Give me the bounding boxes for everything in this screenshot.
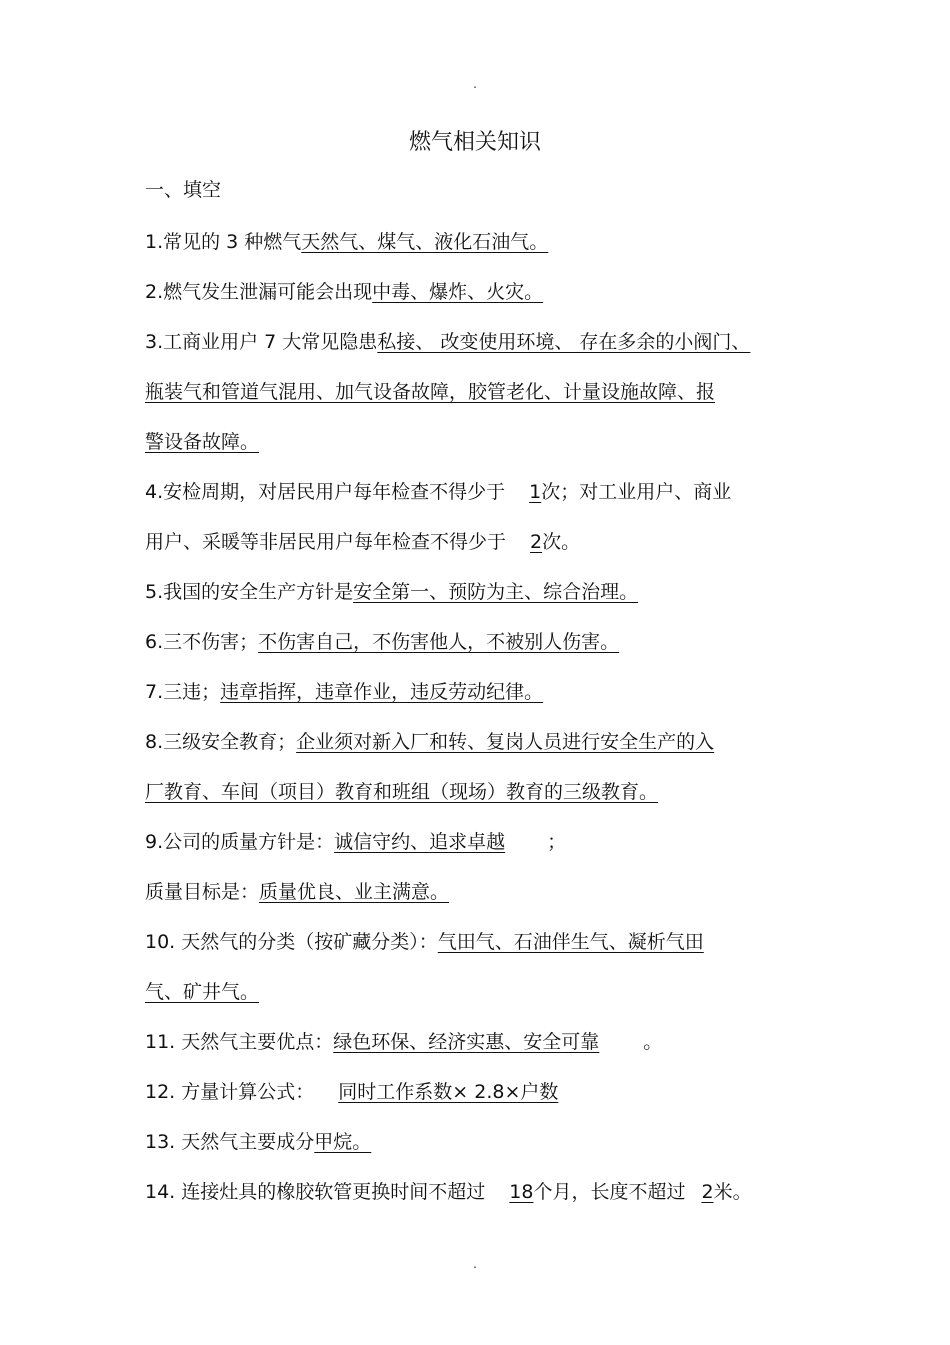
q4-lead-1: 4.安检周期，对居民用户每年检查不得少于 <box>145 481 506 503</box>
q9-answer-2: 质量优良、业主满意。 <box>259 881 450 903</box>
question-13 <box>145 1127 810 1157</box>
q9-answer: 诚信守约、追求卓越 <box>334 831 506 853</box>
q14-value-2: 2 <box>701 1181 714 1203</box>
q3-lead: 3.工商业用户 7 大常见隐患 <box>145 331 378 353</box>
question-10-line-2 <box>145 977 810 1007</box>
q1-lead: 1.常见的 3 种燃气 <box>145 231 302 253</box>
q10-answer-part-2: 气、矿井气。 <box>145 981 260 1003</box>
q12-lead: 12. 方量计算公式： <box>145 1081 315 1103</box>
q13-lead: 13. 天然气主要成分 <box>145 1131 315 1153</box>
question-3-line-2 <box>145 377 810 407</box>
q2-answer: 中毒、爆炸、火灾。 <box>372 281 544 303</box>
q2-lead: 2.燃气发生泄漏可能会出现 <box>145 281 373 303</box>
q11-answer: 绿色环保、经济实惠、安全可靠 <box>333 1031 600 1053</box>
question-2 <box>145 277 810 307</box>
q14-mid: 个月，长度不超过 <box>533 1181 686 1203</box>
q8-answer-part-1: 企业须对新入厂和转、复岗人员进行安全生产的入 <box>296 731 715 753</box>
q8-answer-part-2: 厂教育、车间（项目）教育和班组（现场）教育的三级教育。 <box>145 781 659 803</box>
question-9-line-2 <box>145 877 810 907</box>
q4-tail-2: 次。 <box>542 531 581 553</box>
q3-answer-part-1: 私接、 改变使用环境、 存在多余的小阀门、 <box>377 331 751 353</box>
question-8-line-2 <box>145 777 810 807</box>
q3-answer-part-3: 警设备故障。 <box>145 431 260 453</box>
q11-tail: 。 <box>643 1031 663 1053</box>
q4-tail-1: 次；对工业用户、商业 <box>541 481 732 503</box>
question-10-line-1 <box>145 927 810 957</box>
question-1 <box>145 227 810 257</box>
page-title: 燃气相关知识 <box>408 130 541 155</box>
question-7 <box>145 677 810 707</box>
question-3-line-3 <box>145 427 810 457</box>
q1-answer: 天然气、煤气、液化石油气。 <box>301 231 549 253</box>
q9-lead: 9.公司的质量方针是： <box>145 831 335 853</box>
q6-lead: 6.三不伤害； <box>145 631 259 653</box>
q7-answer: 违章指挥，违章作业，违反劳动纪律。 <box>220 681 544 703</box>
q13-answer: 甲烷。 <box>314 1131 372 1153</box>
q11-lead: 11. 天然气主要优点： <box>145 1031 334 1053</box>
q5-lead: 5.我国的安全生产方针是 <box>145 581 354 603</box>
question-14 <box>145 1177 810 1207</box>
question-11 <box>145 1027 810 1057</box>
question-3-line-1 <box>145 327 810 357</box>
q7-lead: 7.三违； <box>145 681 221 703</box>
question-6 <box>145 627 810 657</box>
q6-answer: 不伤害自己，不伤害他人，不被别人伤害。 <box>258 631 620 653</box>
q5-answer: 安全第一、预防为主、综合治理。 <box>353 581 639 603</box>
question-5 <box>145 577 810 607</box>
q14-lead: 14. 连接灶具的橡胶软管更换时间不超过 <box>145 1181 486 1203</box>
question-4-line-2 <box>145 527 810 557</box>
q8-lead: 8.三级安全教育； <box>145 731 297 753</box>
question-9-line-1 <box>145 827 810 857</box>
question-8-line-1 <box>145 727 810 757</box>
q12-answer: 同时工作系数× 2.8×户数 <box>338 1081 559 1103</box>
q14-value-1: 18 <box>509 1181 534 1203</box>
q9-tail: ； <box>547 831 567 853</box>
q4-value-2: 2 <box>530 531 543 553</box>
bottom-mark: . <box>473 1257 477 1271</box>
section-heading: 一、填空 <box>145 179 222 201</box>
q10-answer-part-1: 气田气、石油伴生气、凝析气田 <box>437 931 704 953</box>
q3-answer-part-2: 瓶装气和管道气混用、加气设备故障，胶管老化、计量设施故障、报 <box>145 381 716 403</box>
question-12 <box>145 1077 810 1107</box>
top-mark: . <box>473 77 477 91</box>
q14-tail: 米。 <box>713 1181 752 1203</box>
q9-lead-2: 质量目标是： <box>145 881 260 903</box>
q4-lead-2: 用户、采暖等非居民用户每年检查不得少于 <box>145 531 507 553</box>
q4-value-1: 1 <box>529 481 542 503</box>
q10-lead: 10. 天然气的分类（按矿藏分类）： <box>145 931 438 953</box>
question-4-line-1 <box>145 477 810 507</box>
